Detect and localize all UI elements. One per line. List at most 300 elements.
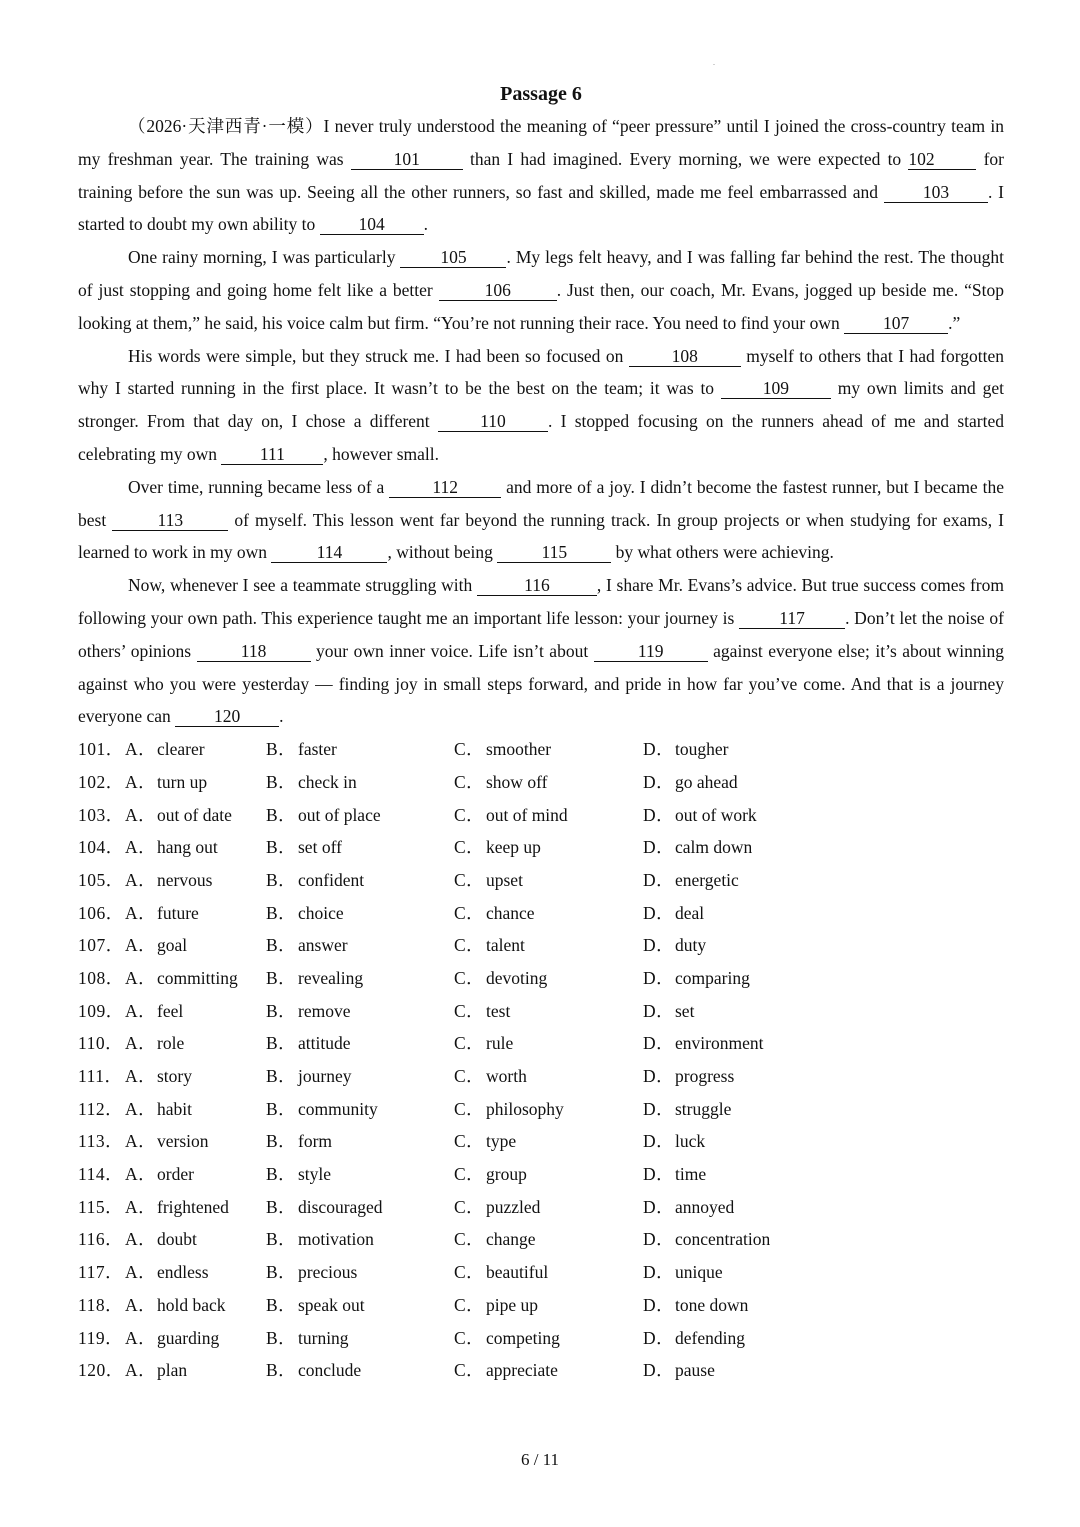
option-b xyxy=(266,1191,383,1224)
option-c xyxy=(454,831,541,864)
blank-114: 114 xyxy=(271,542,387,563)
option-text: test xyxy=(486,1000,511,1021)
question-number: 111． xyxy=(78,1066,123,1087)
option-text: answer xyxy=(298,935,348,956)
option-a xyxy=(125,864,212,897)
option-text: endless xyxy=(157,1262,209,1283)
question-row xyxy=(78,1354,1004,1387)
option-text: pause xyxy=(675,1360,715,1381)
option-text: discouraged xyxy=(298,1196,383,1217)
option-d xyxy=(643,799,757,832)
blank-118: 118 xyxy=(197,641,311,662)
question-number: 105． xyxy=(78,869,124,890)
option-d xyxy=(643,1289,748,1322)
option-text: calm down xyxy=(675,837,753,858)
option-letter: D． xyxy=(643,739,675,760)
option-b xyxy=(266,897,344,930)
question-number: 120． xyxy=(78,1360,124,1381)
option-text: style xyxy=(298,1164,332,1185)
option-text: community xyxy=(298,1098,378,1119)
option-letter: D． xyxy=(643,1229,675,1250)
question-number: 114． xyxy=(78,1164,124,1185)
option-text: turning xyxy=(298,1327,349,1348)
option-text: story xyxy=(157,1066,192,1087)
option-text: confident xyxy=(298,869,365,890)
blank-104: 104 xyxy=(320,214,424,235)
option-letter: B． xyxy=(266,804,297,825)
option-text: tougher xyxy=(675,739,729,760)
option-text: future xyxy=(157,902,199,923)
option-b xyxy=(266,1060,351,1093)
option-letter: A． xyxy=(125,771,157,792)
option-b xyxy=(266,995,350,1028)
question-row xyxy=(78,1093,1004,1126)
option-b xyxy=(266,864,364,897)
question-row xyxy=(78,831,1004,864)
option-d xyxy=(643,1060,734,1093)
question-row xyxy=(78,766,1004,799)
question-number: 112． xyxy=(78,1098,124,1119)
option-letter: B． xyxy=(266,837,297,858)
option-text: worth xyxy=(486,1066,527,1087)
option-c xyxy=(454,1256,548,1289)
option-letter: B． xyxy=(266,1294,297,1315)
paragraph-2: One rainy morning, I was particularly 105 . My legs felt heavy, and I was falling far behind the rest. The thought of just stopping and going home felt like a better 106 . Just then, our coach, Mr. Evans, jogged up beside me. “Stop looking at them,” he said, his voice calm but firm. “You’re not running their race. You need to find your own 107 .” xyxy=(78,247,1004,333)
option-text: show off xyxy=(486,771,548,792)
question-number: 106． xyxy=(78,902,124,923)
option-letter: A． xyxy=(125,1294,157,1315)
option-text: out of date xyxy=(157,804,232,825)
option-b xyxy=(266,1289,365,1322)
option-letter: A． xyxy=(125,1033,157,1054)
blank-109: 109 xyxy=(721,378,831,399)
option-text: doubt xyxy=(157,1229,197,1250)
option-c xyxy=(454,995,510,1028)
option-text: unique xyxy=(675,1262,723,1283)
option-c xyxy=(454,799,568,832)
option-text: time xyxy=(675,1164,707,1185)
option-letter: B． xyxy=(266,1098,297,1119)
option-a xyxy=(125,1093,192,1126)
option-b xyxy=(266,1322,349,1355)
option-a xyxy=(125,766,207,799)
question-number: 104． xyxy=(78,837,124,858)
option-text: form xyxy=(298,1131,333,1152)
option-c xyxy=(454,1289,538,1322)
option-text: keep up xyxy=(486,837,541,858)
question-row xyxy=(78,929,1004,962)
option-b xyxy=(266,929,348,962)
option-letter: B． xyxy=(266,1360,297,1381)
option-letter: D． xyxy=(643,1262,675,1283)
option-letter: A． xyxy=(125,935,157,956)
question-row xyxy=(78,799,1004,832)
option-a xyxy=(125,1354,187,1387)
option-text: feel xyxy=(157,1000,184,1021)
option-letter: C． xyxy=(454,935,485,956)
option-letter: A． xyxy=(125,1229,157,1250)
option-letter: A． xyxy=(125,804,157,825)
option-text: progress xyxy=(675,1066,735,1087)
blank-101: 101 xyxy=(351,149,463,170)
option-a xyxy=(125,897,199,930)
option-letter: D． xyxy=(643,1327,675,1348)
option-text: out of work xyxy=(675,804,757,825)
option-text: talent xyxy=(486,935,525,956)
option-text: pipe up xyxy=(486,1294,539,1315)
paragraph-3: His words were simple, but they struck me. I had been so focused on 108 myself to others that I had forgotten why I started running in the first place. It wasn’t to be the best on the team; it was to 109 my own limits and get stronger. From that day on, I chose a different 110 . I stopped focusing on the runners ahead of me and started celebrating my own 111 , however small. xyxy=(78,345,1004,464)
option-letter: B． xyxy=(266,1229,297,1250)
option-text: group xyxy=(486,1164,527,1185)
option-text: energetic xyxy=(675,869,739,890)
option-letter: D． xyxy=(643,771,675,792)
question-number: 113． xyxy=(78,1131,124,1152)
option-b xyxy=(266,766,357,799)
option-text: chance xyxy=(486,902,535,923)
option-letter: B． xyxy=(266,1196,297,1217)
option-letter: B． xyxy=(266,1262,297,1283)
option-letter: C． xyxy=(454,804,485,825)
option-text: clearer xyxy=(157,739,205,760)
option-text: goal xyxy=(157,935,188,956)
option-text: guarding xyxy=(157,1327,220,1348)
option-letter: C． xyxy=(454,1164,485,1185)
option-letter: A． xyxy=(125,869,157,890)
option-text: annoyed xyxy=(675,1196,735,1217)
option-letter: B． xyxy=(266,1066,297,1087)
option-letter: B． xyxy=(266,739,297,760)
option-a xyxy=(125,1289,226,1322)
question-number: 107． xyxy=(78,935,124,956)
option-letter: D． xyxy=(643,869,675,890)
option-text: change xyxy=(486,1229,536,1250)
option-letter: D． xyxy=(643,935,675,956)
answer-options-list xyxy=(78,733,1004,1387)
option-text: devoting xyxy=(486,967,548,988)
option-letter: A． xyxy=(125,1131,157,1152)
option-c xyxy=(454,1223,536,1256)
option-letter: A． xyxy=(125,1196,157,1217)
blank-110: 110 xyxy=(438,411,548,432)
option-letter: B． xyxy=(266,967,297,988)
option-text: go ahead xyxy=(675,771,738,792)
option-b xyxy=(266,1093,378,1126)
option-d xyxy=(643,1093,731,1126)
option-a xyxy=(125,1125,209,1158)
option-d xyxy=(643,1256,723,1289)
option-letter: D． xyxy=(643,967,675,988)
option-letter: A． xyxy=(125,1164,157,1185)
option-d xyxy=(643,733,728,766)
blank-106: 106 xyxy=(439,280,557,301)
option-letter: B． xyxy=(266,1164,297,1185)
option-text: environment xyxy=(675,1033,764,1054)
option-letter: C． xyxy=(454,1196,485,1217)
option-letter: D． xyxy=(643,1131,675,1152)
passage-title: Passage 6 xyxy=(500,83,582,105)
option-letter: A． xyxy=(125,967,157,988)
option-c xyxy=(454,864,523,897)
question-row xyxy=(78,1322,1004,1355)
option-d xyxy=(643,831,752,864)
option-text: faster xyxy=(298,739,337,760)
option-letter: C． xyxy=(454,1294,485,1315)
option-letter: A． xyxy=(125,739,157,760)
question-number: 117． xyxy=(78,1262,124,1283)
option-text: turn up xyxy=(157,771,208,792)
question-number: 110． xyxy=(78,1033,124,1054)
option-letter: C． xyxy=(454,1131,485,1152)
option-c xyxy=(454,1158,527,1191)
option-b xyxy=(266,1158,331,1191)
option-letter: B． xyxy=(266,1000,297,1021)
option-text: deal xyxy=(675,902,705,923)
question-number: 118． xyxy=(78,1294,124,1315)
option-c xyxy=(454,1322,560,1355)
question-number: 119． xyxy=(78,1327,124,1348)
option-a xyxy=(125,831,218,864)
option-text: luck xyxy=(675,1131,706,1152)
option-text: set xyxy=(675,1000,695,1021)
option-b xyxy=(266,1027,350,1060)
blank-115: 115 xyxy=(497,542,611,563)
option-d xyxy=(643,962,750,995)
option-b xyxy=(266,1354,361,1387)
question-number: 108． xyxy=(78,967,124,988)
option-a xyxy=(125,1158,194,1191)
option-text: remove xyxy=(298,1000,351,1021)
option-a xyxy=(125,995,183,1028)
option-text: nervous xyxy=(157,869,213,890)
question-row xyxy=(78,1256,1004,1289)
option-letter: C． xyxy=(454,1066,485,1087)
option-text: order xyxy=(157,1164,194,1185)
blank-108: 108 xyxy=(629,346,741,367)
option-letter: C． xyxy=(454,1262,485,1283)
question-row xyxy=(78,897,1004,930)
option-letter: D． xyxy=(643,1294,675,1315)
option-letter: C． xyxy=(454,869,485,890)
option-text: frightened xyxy=(157,1196,229,1217)
option-text: tone down xyxy=(675,1294,749,1315)
option-letter: C． xyxy=(454,1229,485,1250)
option-letter: A． xyxy=(125,1000,157,1021)
option-d xyxy=(643,1322,745,1355)
option-text: version xyxy=(157,1131,209,1152)
question-number: 102． xyxy=(78,771,124,792)
option-text: beautiful xyxy=(486,1262,549,1283)
option-a xyxy=(125,929,187,962)
option-a xyxy=(125,1256,209,1289)
option-a xyxy=(125,733,205,766)
option-c xyxy=(454,1060,527,1093)
blank-116: 116 xyxy=(477,575,597,596)
option-a xyxy=(125,1027,184,1060)
question-number: 116． xyxy=(78,1229,124,1250)
option-letter: C． xyxy=(454,1360,485,1381)
blank-111: 111 xyxy=(221,444,323,465)
question-number: 115． xyxy=(78,1196,124,1217)
option-d xyxy=(643,995,694,1028)
option-b xyxy=(266,799,381,832)
option-letter: A． xyxy=(125,1262,157,1283)
option-b xyxy=(266,733,337,766)
option-text: habit xyxy=(157,1098,192,1119)
option-letter: D． xyxy=(643,1000,675,1021)
question-row xyxy=(78,962,1004,995)
document-page xyxy=(78,78,1004,1387)
option-c xyxy=(454,897,535,930)
option-text: type xyxy=(486,1131,517,1152)
option-letter: C． xyxy=(454,1098,485,1119)
option-letter: C． xyxy=(454,902,485,923)
option-text: upset xyxy=(486,869,523,890)
blank-112: 112 xyxy=(389,477,501,498)
question-number: 103． xyxy=(78,804,124,825)
option-c xyxy=(454,1125,516,1158)
option-a xyxy=(125,1223,197,1256)
page-number: 6 / 11 xyxy=(520,1450,560,1469)
option-text: check in xyxy=(298,771,357,792)
blank-119: 119 xyxy=(594,641,708,662)
option-text: set off xyxy=(298,837,342,858)
option-text: precious xyxy=(298,1262,358,1283)
blank-102: 102 xyxy=(908,149,976,170)
option-letter: A． xyxy=(125,902,157,923)
question-row xyxy=(78,1289,1004,1322)
option-c xyxy=(454,1191,540,1224)
option-text: comparing xyxy=(675,967,750,988)
option-letter: D． xyxy=(643,804,675,825)
option-letter: D． xyxy=(643,1164,675,1185)
option-text: smoother xyxy=(486,739,552,760)
question-row xyxy=(78,733,1004,766)
option-letter: B． xyxy=(266,771,297,792)
option-letter: D． xyxy=(643,1196,675,1217)
option-letter: A． xyxy=(125,1327,157,1348)
blank-103: 103 xyxy=(884,182,988,203)
option-letter: D． xyxy=(643,1360,675,1381)
option-letter: D． xyxy=(643,1066,675,1087)
option-letter: A． xyxy=(125,1066,157,1087)
header-dot: . xyxy=(713,58,715,67)
option-text: motivation xyxy=(298,1229,374,1250)
option-a xyxy=(125,799,232,832)
paragraph-1: （2026·天津西青·一模）I never truly understood the meaning of “peer pressure” until I joined the cross-country team in my freshman year. The training was 101 than I had imagined. Every morning, we were expected to 102 for training before the sun was up. Seeing all the other runners, so fast and skilled, made me feel embarrassed and 103 . I started to doubt my own ability to 104 . xyxy=(78,116,1005,235)
option-letter: C． xyxy=(454,1327,485,1348)
option-text: out of mind xyxy=(486,804,568,825)
option-text: out of place xyxy=(298,804,381,825)
option-d xyxy=(643,1354,715,1387)
option-a xyxy=(125,1191,229,1224)
option-text: choice xyxy=(298,902,344,923)
option-b xyxy=(266,962,363,995)
option-text: plan xyxy=(157,1360,188,1381)
blank-113: 113 xyxy=(112,510,228,531)
option-c xyxy=(454,962,547,995)
blank-120: 120 xyxy=(175,706,279,727)
option-d xyxy=(643,1027,763,1060)
question-row xyxy=(78,1158,1004,1191)
option-letter: D． xyxy=(643,902,675,923)
option-a xyxy=(125,1322,219,1355)
blank-107: 107 xyxy=(844,313,948,334)
question-row xyxy=(78,1027,1004,1060)
option-text: appreciate xyxy=(486,1360,558,1381)
blank-117: 117 xyxy=(739,608,845,629)
option-text: competing xyxy=(486,1327,560,1348)
option-c xyxy=(454,1027,513,1060)
option-d xyxy=(643,1125,705,1158)
option-letter: B． xyxy=(266,869,297,890)
option-letter: B． xyxy=(266,1033,297,1054)
option-text: journey xyxy=(298,1066,352,1087)
option-c xyxy=(454,1093,564,1126)
option-text: hold back xyxy=(157,1294,226,1315)
paragraph-5: Now, whenever I see a teammate struggling with 116 , I share Mr. Evans’s advice. But true success comes from following your own path. This experience taught me an important life lesson: your journey is 117 . Don’t let the noise of others’ opinions 118 your own inner voice. Life isn’t about 119 against everyone else; it’s about winning against who you were yesterday — finding joy in small steps forward, and pride in how far you’ve come. And that is a journey everyone can 120 . xyxy=(78,575,1005,727)
option-d xyxy=(643,1191,734,1224)
paragraph-4: Over time, running became less of a 112 and more of a joy. I didn’t become the fastest runner, but I became the best 113 of myself. This lesson went far beyond the running track. In group projects or when studying for exams, I learned to work in my own 114 , without being 115 by what others were achieving. xyxy=(78,476,1004,563)
option-b xyxy=(266,1256,357,1289)
question-number: 109． xyxy=(78,1000,124,1021)
option-text: conclude xyxy=(298,1360,362,1381)
question-row xyxy=(78,1060,1004,1093)
option-text: committing xyxy=(157,967,238,988)
option-letter: D． xyxy=(643,837,675,858)
option-text: rule xyxy=(486,1033,514,1054)
option-letter: A． xyxy=(125,1098,157,1119)
option-d xyxy=(643,1158,706,1191)
option-letter: A． xyxy=(125,1360,157,1381)
option-letter: B． xyxy=(266,1327,297,1348)
option-text: revealing xyxy=(298,967,364,988)
option-text: attitude xyxy=(298,1033,351,1054)
option-letter: C． xyxy=(454,1000,485,1021)
option-letter: B． xyxy=(266,935,297,956)
option-d xyxy=(643,864,739,897)
option-c xyxy=(454,1354,558,1387)
option-text: struggle xyxy=(675,1098,732,1119)
option-c xyxy=(454,929,525,962)
option-text: speak out xyxy=(298,1294,365,1315)
option-a xyxy=(125,1060,192,1093)
option-d xyxy=(643,897,704,930)
option-b xyxy=(266,1125,332,1158)
question-row xyxy=(78,864,1004,897)
option-a xyxy=(125,962,238,995)
option-c xyxy=(454,733,551,766)
option-text: defending xyxy=(675,1327,745,1348)
option-text: concentration xyxy=(675,1229,771,1250)
option-letter: A． xyxy=(125,837,157,858)
option-letter: C． xyxy=(454,967,485,988)
option-d xyxy=(643,1223,770,1256)
question-row xyxy=(78,995,1004,1028)
option-b xyxy=(266,1223,374,1256)
option-letter: C． xyxy=(454,771,485,792)
option-b xyxy=(266,831,342,864)
option-text: puzzled xyxy=(486,1196,541,1217)
option-letter: C． xyxy=(454,1033,485,1054)
option-letter: D． xyxy=(643,1033,675,1054)
question-row xyxy=(78,1223,1004,1256)
option-text: role xyxy=(157,1033,185,1054)
question-number: 101． xyxy=(78,739,124,760)
option-text: hang out xyxy=(157,837,218,858)
option-letter: B． xyxy=(266,1131,297,1152)
option-d xyxy=(643,766,738,799)
option-text: duty xyxy=(675,935,707,956)
